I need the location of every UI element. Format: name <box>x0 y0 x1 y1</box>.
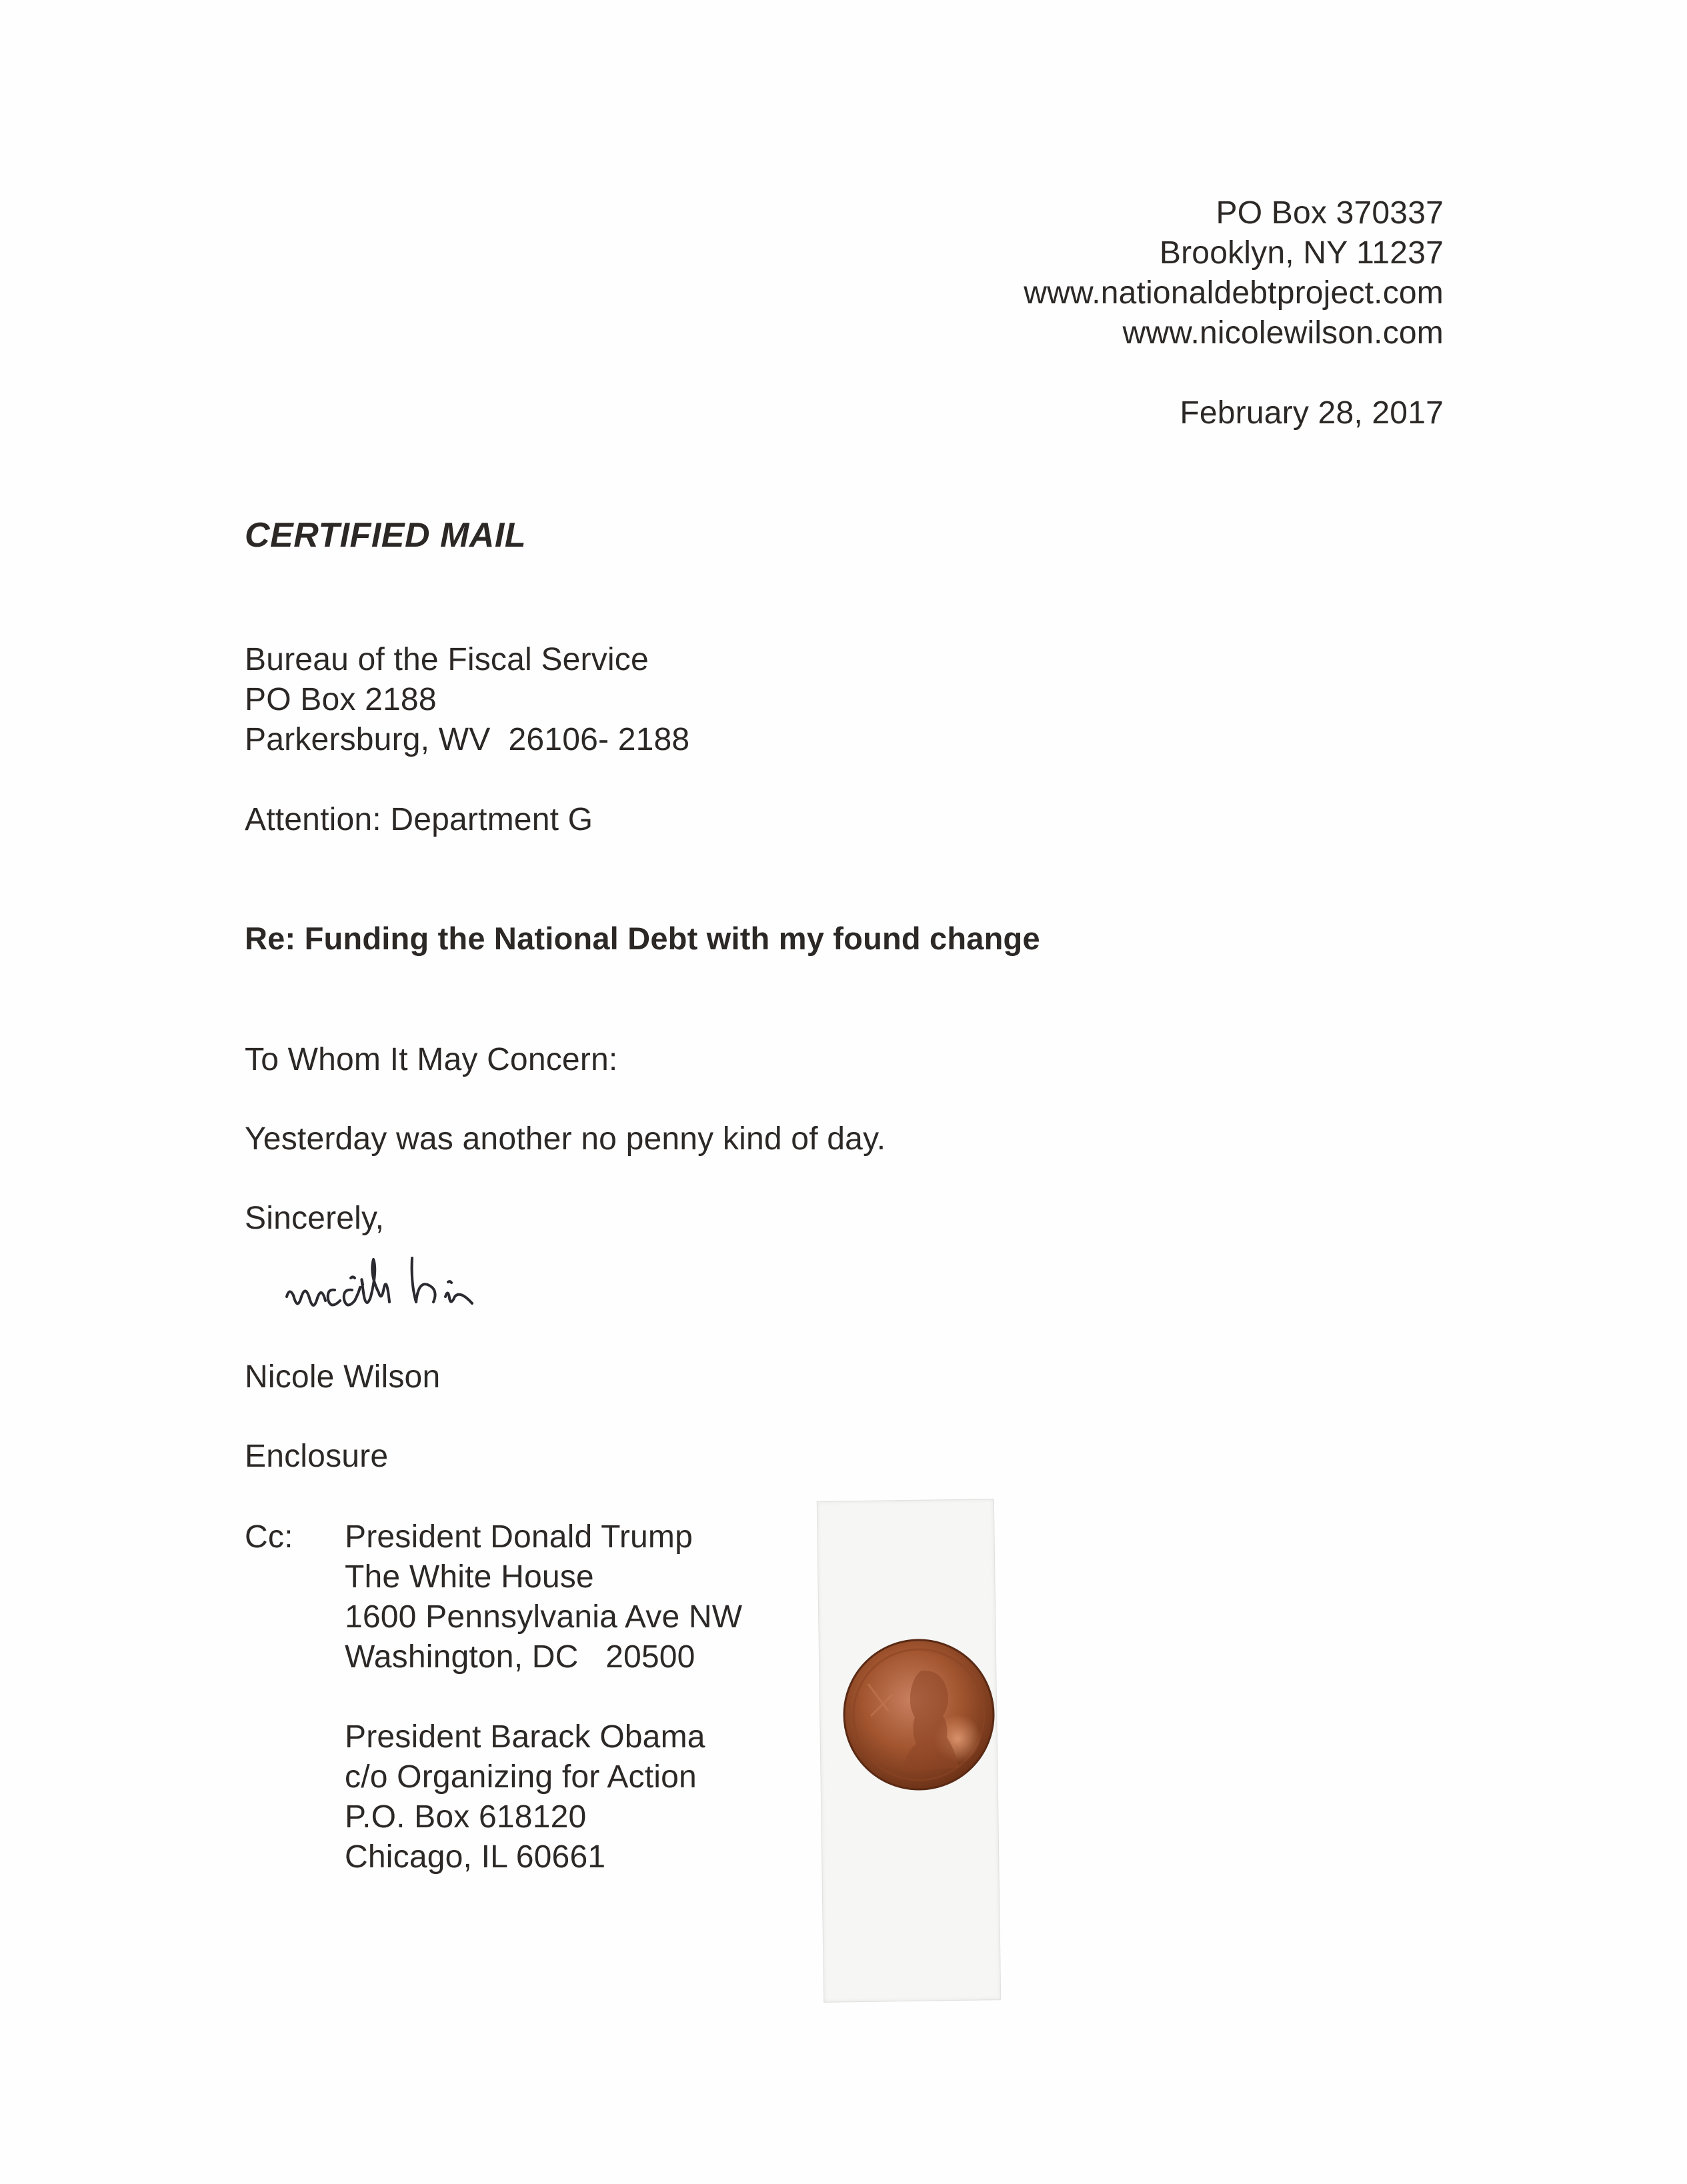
cc1-line4: Washington, DC 20500 <box>345 1639 695 1675</box>
attention-line: Attention: Department G <box>245 802 593 837</box>
enclosure-note: Enclosure <box>245 1439 389 1474</box>
delivery-method: CERTIFIED MAIL <box>245 516 527 555</box>
handwritten-signature <box>280 1223 653 1330</box>
cc1-line3: 1600 Pennsylvania Ave NW <box>345 1599 743 1635</box>
signer-name: Nicole Wilson <box>245 1359 441 1395</box>
sender-address-line1: PO Box 370337 <box>1216 195 1444 231</box>
cc1-line2: The White House <box>345 1559 594 1595</box>
closing: Sincerely, <box>245 1201 385 1236</box>
cc1-line1: President Donald Trump <box>345 1519 693 1555</box>
sender-website-2: www.nicolewilson.com <box>1122 315 1444 351</box>
cc2-line2: c/o Organizing for Action <box>345 1759 697 1795</box>
cc-label: Cc: <box>245 1519 293 1555</box>
cc2-line3: P.O. Box 618120 <box>345 1799 587 1835</box>
recipient-address-line2: Parkersburg, WV 26106- 2188 <box>245 722 690 757</box>
subject-line: Re: Funding the National Debt with my found change <box>245 921 1040 956</box>
salutation: To Whom It May Concern: <box>245 1042 618 1077</box>
letter-date: February 28, 2017 <box>1180 395 1444 431</box>
cc2-line1: President Barack Obama <box>345 1719 705 1755</box>
body-text: Yesterday was another no penny kind of day. <box>245 1121 886 1157</box>
sender-website-1: www.nationaldebtproject.com <box>1024 275 1444 311</box>
cc2-line4: Chicago, IL 60661 <box>345 1839 606 1875</box>
penny-icon <box>841 1637 996 1792</box>
sender-address-line2: Brooklyn, NY 11237 <box>1159 235 1444 271</box>
recipient-name: Bureau of the Fiscal Service <box>245 642 649 677</box>
recipient-address-line1: PO Box 2188 <box>245 682 437 717</box>
